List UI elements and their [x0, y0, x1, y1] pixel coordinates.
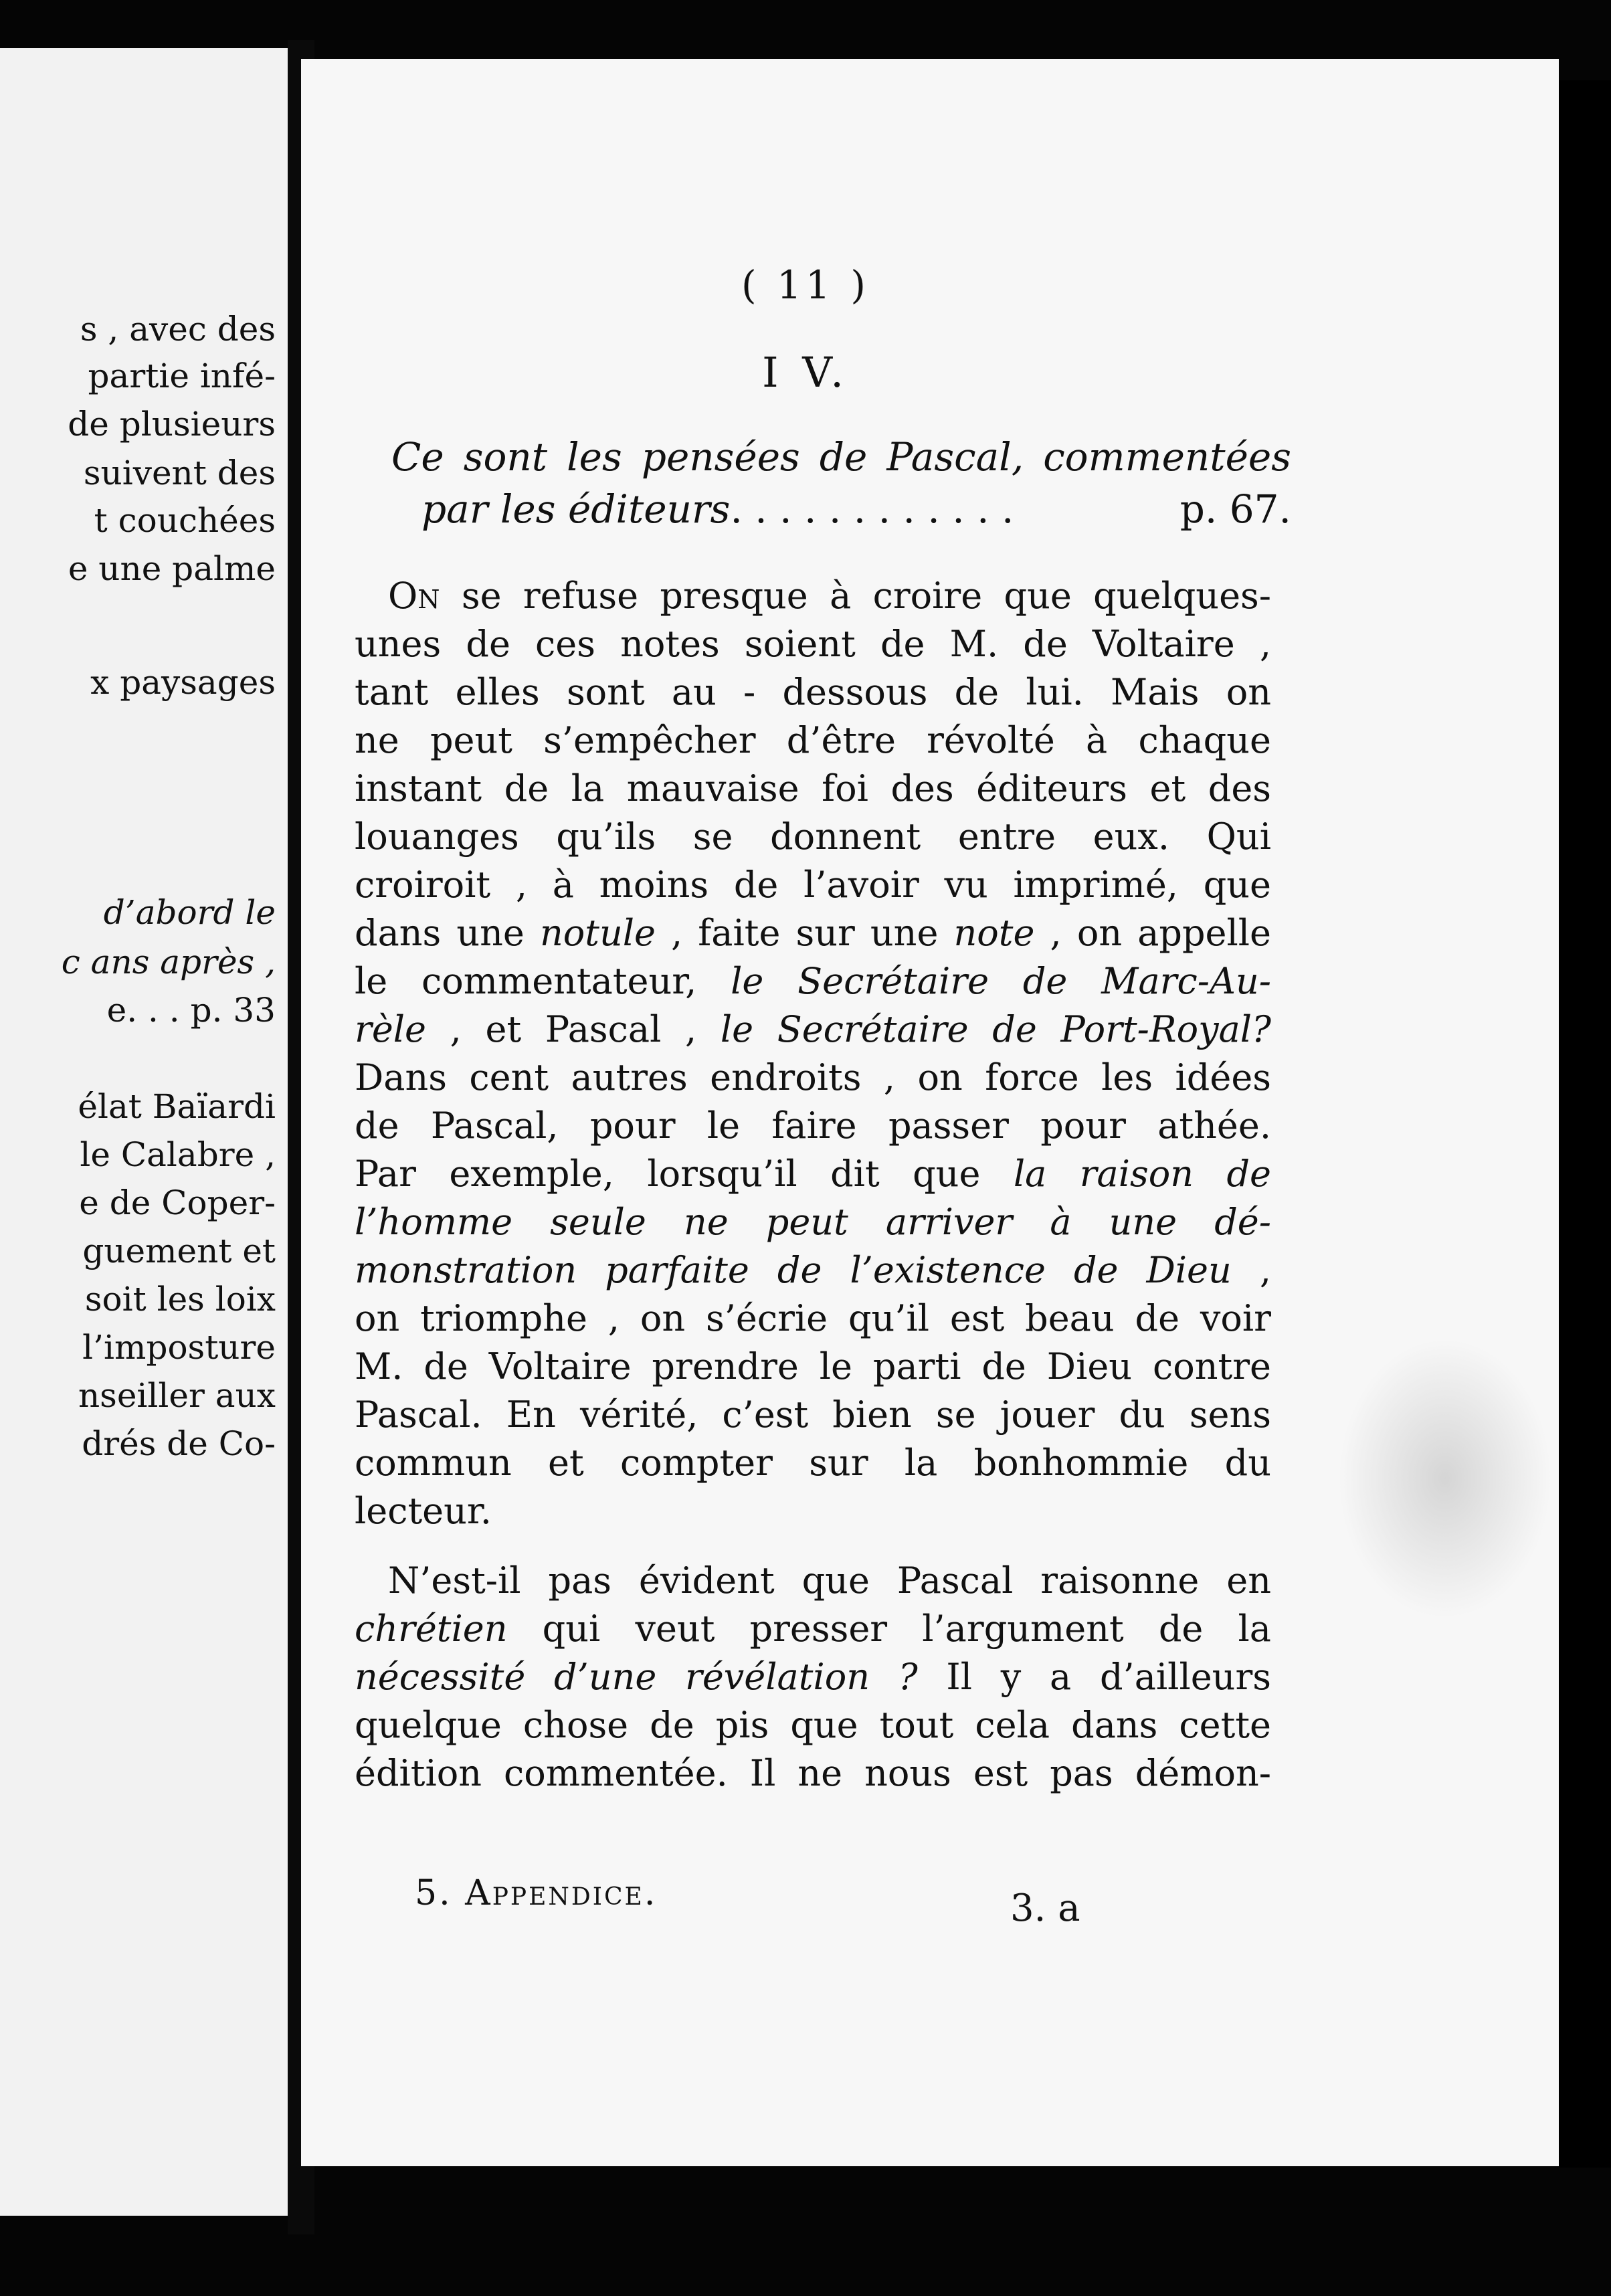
body-line	[355, 1248, 1271, 1293]
body-line	[355, 1008, 1271, 1052]
body-text: , et Pascal ,	[426, 1008, 721, 1050]
italic-text: rèle	[355, 1008, 426, 1050]
left-line: s , avec des	[80, 310, 276, 349]
left-line: e de Coper-	[79, 1183, 276, 1222]
body-line	[355, 959, 1271, 1003]
body-line: unes de ces notes soient de M. de Voltaire ,	[355, 623, 1271, 665]
left-line: soit les loix	[84, 1280, 276, 1319]
left-line: le Calabre ,	[80, 1135, 276, 1174]
body-line: quelque chose de pis que tout cela dans cette	[355, 1704, 1271, 1746]
body-text: le commentateur,	[355, 960, 731, 1002]
body-line: lecteur.	[355, 1490, 492, 1532]
body-text: Par exemple, lorsqu’il dit que	[355, 1153, 1014, 1195]
drop-word: On	[388, 575, 440, 617]
body-text: ,	[1231, 1249, 1271, 1291]
left-line: t couchées	[94, 501, 276, 540]
signature-mark: 5. Appendice.	[415, 1873, 658, 1913]
body-line: l’homme seule ne peut arriver à une dé-	[355, 1201, 1271, 1243]
italic-text: le Secrétaire de Marc-Au-	[731, 960, 1271, 1002]
quote-line	[421, 487, 1291, 531]
page-number: ( 11 )	[741, 262, 870, 308]
body-line: édition commentée. Il ne nous est pas démon-	[355, 1752, 1271, 1794]
body-line: Dans cent autres endroits , on force les idées	[355, 1056, 1271, 1098]
body-line: louanges qu’ils se donnent entre eux. Qui	[355, 816, 1271, 858]
left-line: l’imposture	[82, 1328, 276, 1367]
left-line: e. . . p. 33	[106, 991, 276, 1030]
left-line: c ans après ,	[61, 943, 276, 981]
left-line: partie infé-	[88, 357, 276, 395]
italic-text: chrétien	[355, 1608, 508, 1650]
body-line: croiroit , à moins de l’avoir vu imprimé, que	[355, 864, 1271, 906]
left-line: de plusieurs	[68, 405, 276, 444]
body-line: M. de Voltaire prendre le parti de Dieu contre	[355, 1345, 1271, 1388]
italic-text: monstration parfaite de l’existence de Dieu	[355, 1249, 1232, 1291]
italic-text: le Secrétaire de Port-Royal?	[720, 1008, 1271, 1050]
body-text: qui veut presser l’argument de la	[507, 1608, 1271, 1650]
italic-text: notule	[539, 912, 656, 954]
body-line	[388, 574, 1271, 618]
left-line: suivent des	[83, 454, 276, 492]
italic-text: nécessité d’une révélation ?	[355, 1656, 918, 1698]
body-text: se refuse presque à croire que quelques-	[440, 575, 1271, 617]
italic-text: la raison de	[1013, 1153, 1271, 1195]
gathering-mark: 3. a	[1010, 1887, 1080, 1930]
left-line: nseiller aux	[78, 1376, 276, 1415]
left-line: élat Baïardi	[78, 1087, 276, 1126]
body-line: Pascal. En vérité, c’est bien se jouer du sens	[355, 1394, 1271, 1436]
body-text: Il y a d’ailleurs	[917, 1656, 1271, 1698]
section-heading: I V.	[762, 348, 849, 397]
left-line: guement et	[82, 1232, 276, 1270]
body-text: dans une	[355, 912, 540, 954]
body-line: on triomphe , on s’écrie qu’il est beau de voir	[355, 1297, 1271, 1339]
body-line	[355, 1607, 1271, 1651]
left-line: x paysages	[90, 663, 276, 702]
body-line: ne peut s’empêcher d’être révolté à chaque	[355, 719, 1271, 761]
left-line: drés de Co-	[82, 1424, 276, 1463]
quote-dots: . . . . . . . . . . . .	[730, 486, 1014, 532]
left-line: d’abord le	[103, 893, 276, 932]
body-line: commun et compter sur la bonhommie du	[355, 1442, 1271, 1484]
quote-line: Ce sont les pensées de Pascal, commentées	[391, 434, 1291, 480]
body-text: , faite sur une	[655, 912, 954, 954]
body-line: de Pascal, pour le faire passer pour athée.	[355, 1105, 1271, 1147]
body-line	[355, 911, 1271, 955]
left-line: e une palme	[68, 549, 276, 588]
body-line	[355, 1655, 1271, 1699]
quote-text: par les éditeurs	[421, 486, 731, 532]
italic-text: note	[953, 912, 1035, 954]
body-text: , on appelle	[1034, 912, 1271, 954]
body-line: tant elles sont au - dessous de lui. Mais on	[355, 671, 1271, 713]
body-line: N’est-il pas évident que Pascal raisonne en	[388, 1559, 1271, 1602]
quote-page-reference: p. 67.	[1179, 486, 1291, 532]
body-line	[355, 1152, 1271, 1196]
body-line: instant de la mauvaise foi des éditeurs et des	[355, 767, 1271, 809]
paper-stain	[1338, 1338, 1552, 1619]
